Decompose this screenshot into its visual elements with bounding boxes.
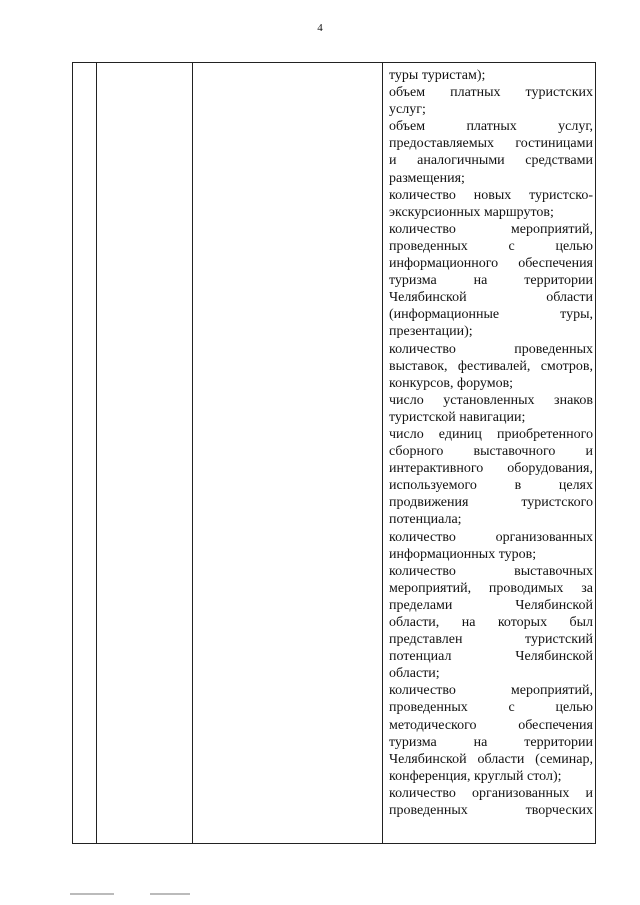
indicator-text-line: пределами Челябинской (389, 597, 593, 613)
table-column-divider (382, 63, 383, 843)
indicator-text-line: предоставляемых гостиницами (389, 136, 593, 152)
indicator-text-line: области; (389, 666, 440, 682)
indicator-text-line: объем платных услуг, (389, 119, 593, 135)
indicator-text-line: представлен туристский (389, 632, 593, 648)
indicator-text-line: Челябинской области (семинар, (389, 751, 593, 767)
indicator-text-line: мероприятий, проводимых за (389, 580, 593, 596)
table-column-divider (96, 63, 97, 843)
indicator-text-line: конференция, круглый стол); (389, 768, 562, 784)
indicator-text-line: и аналогичными средствами (389, 153, 593, 169)
indicator-text-line: экскурсионных маршрутов; (389, 204, 554, 220)
indicator-text-line: информационного обеспечения (389, 256, 593, 272)
indicator-text-line: сборного выставочного и (389, 444, 593, 460)
indicator-text-line: число установленных знаков (389, 392, 593, 408)
indicator-text-line: используемого в целях (389, 478, 593, 494)
indicator-text-line: туризма на территории (389, 273, 593, 289)
indicator-text-line: информационных туров; (389, 546, 537, 562)
indicator-text-line: количество мероприятий, (389, 683, 593, 699)
indicator-text-line: количество выставочных (389, 563, 593, 579)
indicator-text-line: конкурсов, форумов; (389, 375, 514, 391)
page-number: 4 (317, 22, 323, 34)
indicator-text-line: туризма на территории (389, 734, 593, 750)
indicator-text-line: области, на которых был (389, 615, 593, 630)
indicator-text-line: проведенных творческих (389, 803, 593, 819)
indicator-text-line: продвижения туристского (389, 495, 593, 511)
indicator-text-line: Челябинской области (389, 290, 593, 306)
indicator-text-line: объем платных туристских (389, 85, 593, 101)
indicator-text-line: размещения; (389, 170, 465, 186)
indicator-text-line: количество организованных (389, 529, 593, 545)
indicator-text-line: (информационные туры, (389, 307, 593, 323)
indicator-text-line: количество мероприятий, (389, 221, 593, 237)
indicator-text-line: проведенных с целью (389, 700, 593, 716)
document-table (72, 62, 596, 844)
indicator-text-line: число единиц приобретенного (389, 426, 593, 442)
indicator-text-line: интерактивного оборудования, (389, 461, 593, 477)
indicator-text-line: потенциал Челябинской (389, 649, 593, 665)
indicator-text-line: проведенных с целью (389, 238, 593, 254)
indicator-text-line: количество проведенных (389, 341, 593, 357)
table-column-divider (192, 63, 193, 843)
indicators-cell (389, 67, 593, 819)
indicator-text-line: туристской навигации; (389, 409, 526, 425)
indicator-text-line: количество организованных и (389, 785, 593, 801)
indicator-text-line: презентации); (389, 324, 473, 340)
indicator-text-line: количество новых туристско- (389, 187, 593, 203)
page-bottom-artifacts (70, 893, 200, 897)
indicator-text-line: услуг; (389, 102, 426, 118)
indicator-text-line: методического обеспечения (389, 717, 593, 733)
indicator-text-line: выставок, фестивалей, смотров, (389, 358, 593, 374)
indicator-text-line: туры туристам); (389, 68, 486, 83)
indicator-text-line: потенциала; (389, 512, 462, 528)
